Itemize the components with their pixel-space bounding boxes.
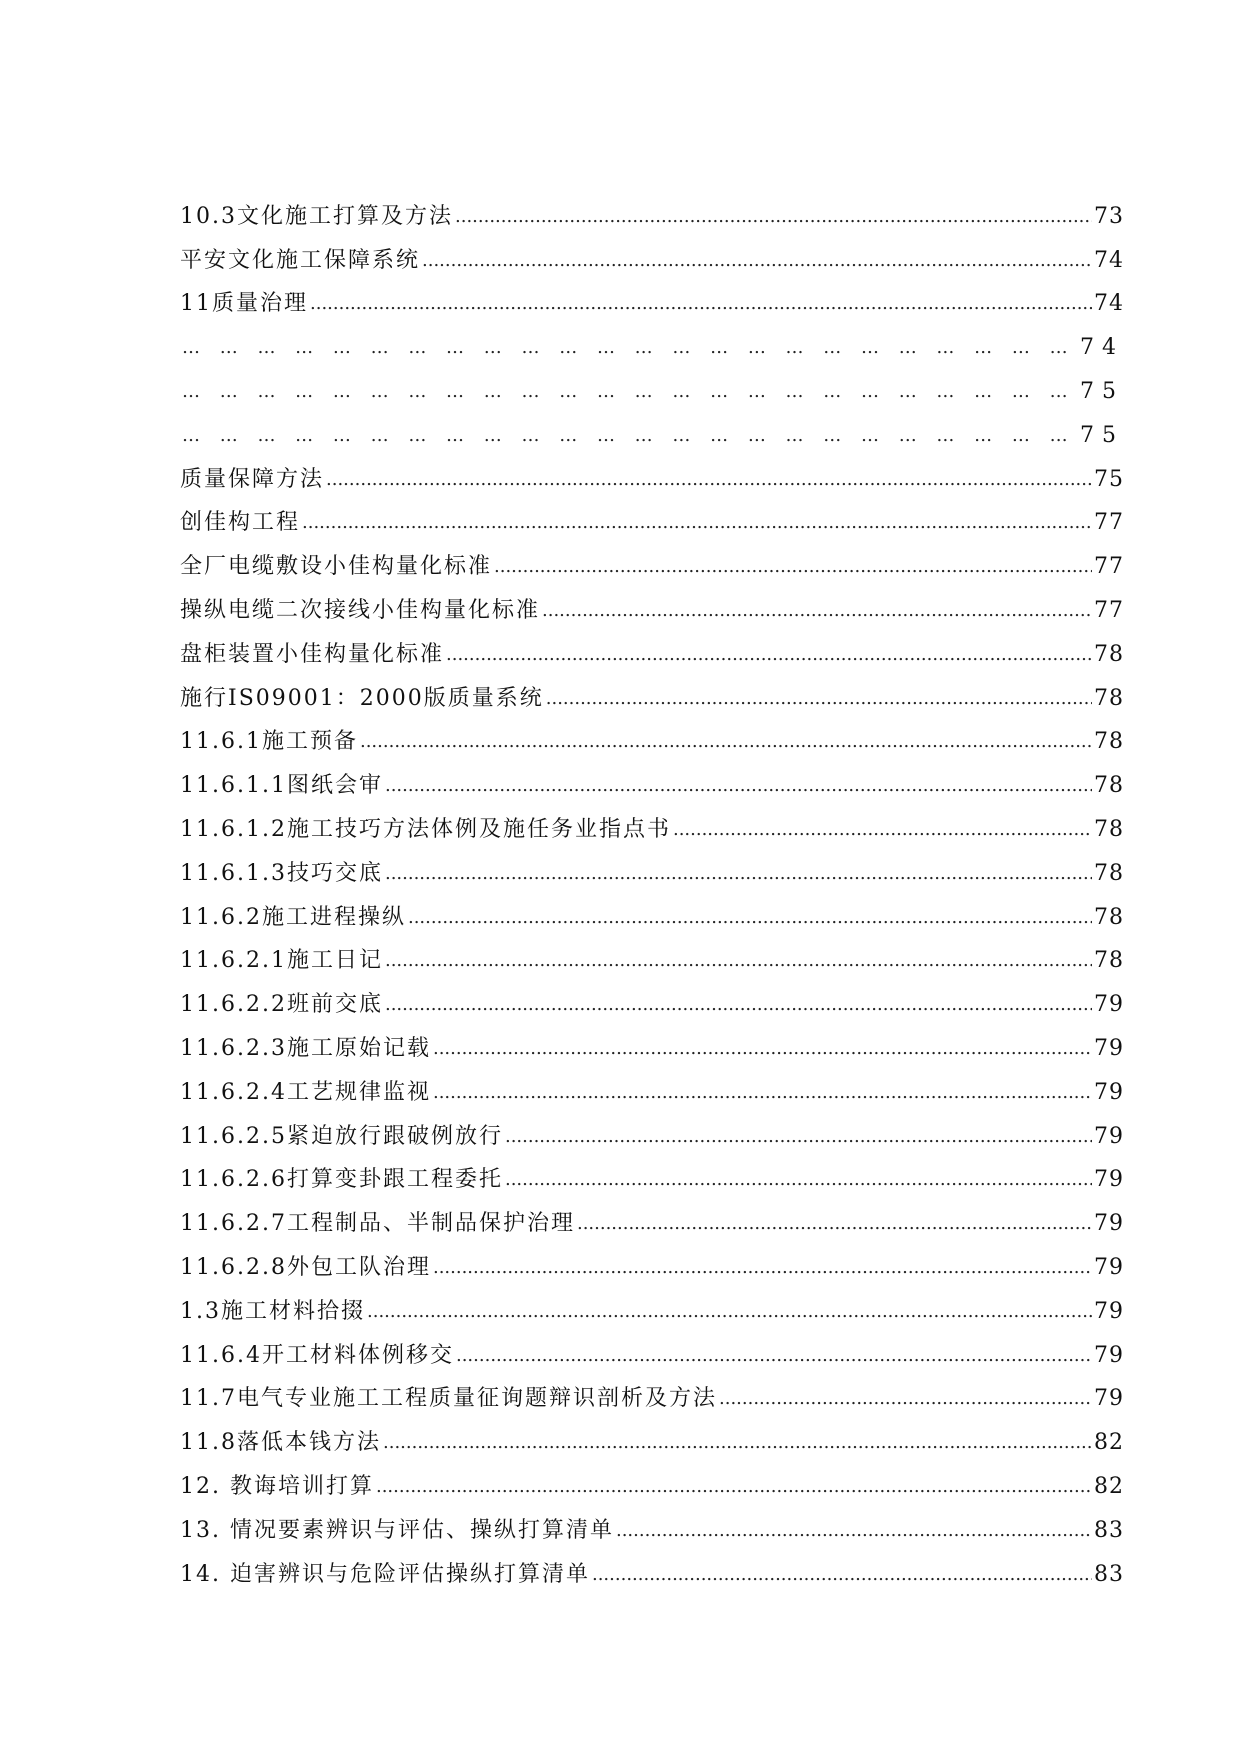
toc-entry-title: 全厂电缆敷设小佳构量化标准	[180, 554, 493, 580]
toc-leader-dots	[385, 990, 1092, 1020]
toc-entry	[180, 232, 1124, 276]
toc-entry	[180, 757, 1124, 801]
toc-leader-ellipsis	[182, 333, 1078, 363]
toc-entry	[180, 188, 1124, 232]
toc-entry	[180, 1152, 1124, 1196]
toc-entry-title: 11.6.2.3施工原始记载	[180, 1035, 431, 1061]
toc-entry-title: 11.6.2.1施工日记	[180, 948, 383, 974]
toc-entry	[180, 889, 1124, 933]
toc-entry	[180, 1283, 1124, 1327]
toc-leader-dots	[494, 552, 1092, 582]
toc-entry-title: 创佳构工程	[180, 510, 301, 536]
toc-entry	[180, 1546, 1124, 1590]
toc-entry	[180, 1239, 1124, 1283]
toc-entry-title: 施行IS09001：2000版质量系统	[180, 685, 544, 711]
toc-leader-dots	[505, 1122, 1092, 1152]
toc-entry-page: 78	[1094, 729, 1124, 755]
toc-entry	[180, 714, 1124, 758]
toc-leader-dots	[326, 465, 1092, 495]
toc-entry-title: 13. 情况要素辨识与评估、操纵打算清单	[180, 1517, 614, 1543]
toc-entry	[180, 1502, 1124, 1546]
table-of-contents	[180, 188, 1124, 1590]
toc-leader-dots	[592, 1560, 1092, 1590]
toc-entry	[180, 1458, 1124, 1502]
toc-entry-page: 77	[1094, 554, 1124, 580]
toc-leader-dots	[385, 946, 1092, 976]
toc-entry	[180, 845, 1124, 889]
toc-entry	[180, 363, 1124, 407]
toc-entry-page: 74	[1080, 335, 1124, 361]
toc-entry	[180, 1195, 1124, 1239]
toc-entry-page: 79	[1094, 1079, 1124, 1105]
toc-entry-page: 75	[1080, 422, 1124, 448]
toc-leader-dots	[383, 1428, 1092, 1458]
toc-entry-title: 质量保障方法	[180, 466, 325, 492]
toc-entry	[180, 451, 1124, 495]
toc-leader-dots	[360, 727, 1092, 757]
toc-leader-dots	[408, 903, 1092, 933]
toc-entry	[180, 1064, 1124, 1108]
toc-entry-page: 78	[1094, 685, 1124, 711]
toc-entry-title: 1.3施工材料拾掇	[180, 1298, 365, 1324]
toc-leader-dots	[376, 1472, 1092, 1502]
toc-entry-page: 78	[1094, 816, 1124, 842]
toc-leader-dots	[577, 1209, 1092, 1239]
toc-entry	[180, 1108, 1124, 1152]
toc-entry	[180, 407, 1124, 451]
toc-leader-dots	[433, 1253, 1092, 1283]
toc-entry	[180, 626, 1124, 670]
toc-leader-dots	[719, 1384, 1092, 1414]
toc-entry	[180, 1020, 1124, 1064]
toc-leader-dots	[385, 771, 1092, 801]
toc-entry-page: 74	[1094, 247, 1124, 273]
toc-leader-dots	[455, 202, 1092, 232]
toc-leader-dots	[673, 815, 1092, 845]
toc-entry	[180, 1371, 1124, 1415]
toc-leader-dots	[367, 1297, 1092, 1327]
toc-entry-page: 79	[1094, 1123, 1124, 1149]
toc-entry-page: 79	[1094, 1254, 1124, 1280]
toc-leader-dots	[542, 596, 1092, 626]
toc-entry-title: 11.6.2.5紧迫放行跟破例放行	[180, 1123, 503, 1149]
toc-entry-page: 74	[1094, 291, 1124, 317]
toc-entry	[180, 670, 1124, 714]
toc-entry-page: 79	[1094, 1035, 1124, 1061]
toc-entry	[180, 495, 1124, 539]
toc-entry-title: 11.6.2施工进程操纵	[180, 904, 406, 930]
toc-entry-title: 11.6.2.7工程制品、半制品保护治理	[180, 1211, 575, 1237]
toc-entry	[180, 319, 1124, 363]
toc-entry-title: 11.6.2.6打算变卦跟工程委托	[180, 1167, 503, 1193]
toc-entry-title: 11.6.4开工材料体例移交	[180, 1342, 454, 1368]
toc-entry-page: 83	[1094, 1561, 1124, 1587]
toc-leader-dots	[616, 1516, 1092, 1546]
toc-entry-page: 75	[1080, 378, 1124, 404]
toc-leader-dots	[422, 246, 1092, 276]
toc-entry-page: 82	[1094, 1430, 1124, 1456]
toc-entry-page: 78	[1094, 904, 1124, 930]
toc-entry-title: 11.6.2.8外包工队治理	[180, 1254, 431, 1280]
toc-entry-page: 83	[1094, 1517, 1124, 1543]
toc-leader-dots	[302, 508, 1092, 538]
toc-entry	[180, 582, 1124, 626]
toc-entry-page: 78	[1094, 773, 1124, 799]
toc-leader-dots	[446, 640, 1092, 670]
toc-entry-page: 77	[1094, 510, 1124, 536]
toc-entry	[180, 976, 1124, 1020]
toc-leader-dots	[505, 1165, 1092, 1195]
toc-leader-ellipsis	[182, 421, 1078, 451]
toc-entry-title: 11.6.1.3技巧交底	[180, 860, 383, 886]
toc-leader-dots	[385, 859, 1092, 889]
toc-leader-dots	[433, 1078, 1092, 1108]
toc-entry	[180, 1327, 1124, 1371]
toc-leader-dots	[546, 684, 1092, 714]
toc-entry-page: 79	[1094, 1167, 1124, 1193]
toc-entry-title: 11.8落低本钱方法	[180, 1430, 381, 1456]
toc-entry-page: 79	[1094, 1211, 1124, 1237]
toc-entry-page: 79	[1094, 1342, 1124, 1368]
toc-entry-title: 14. 迫害辨识与危险评估操纵打算清单	[180, 1561, 590, 1587]
toc-entry-title: 11.6.1.2施工技巧方法体例及施任务业指点书	[180, 816, 671, 842]
toc-leader-dots	[456, 1341, 1092, 1371]
toc-entry	[180, 933, 1124, 977]
toc-entry-page: 77	[1094, 597, 1124, 623]
toc-entry-title: 12. 教诲培训打算	[180, 1473, 374, 1499]
toc-entry-title: 平安文化施工保障系统	[180, 247, 421, 273]
toc-entry-title: 11.6.1施工预备	[180, 729, 358, 755]
toc-leader-dots	[433, 1034, 1092, 1064]
toc-entry-title: 11.6.2.4工艺规律监视	[180, 1079, 431, 1105]
toc-leader-ellipsis	[182, 377, 1078, 407]
toc-entry	[180, 801, 1124, 845]
toc-entry-title: 10.3文化施工打算及方法	[180, 203, 453, 229]
toc-leader-dots	[310, 289, 1092, 319]
toc-entry-page: 79	[1094, 1386, 1124, 1412]
toc-entry	[180, 1414, 1124, 1458]
toc-entry-page: 73	[1094, 203, 1124, 229]
toc-entry-title: 盘柜装置小佳构量化标准	[180, 641, 445, 667]
toc-entry-title: 11.6.2.2班前交底	[180, 992, 383, 1018]
toc-entry-title: 11质量治理	[180, 291, 308, 317]
toc-entry	[180, 276, 1124, 320]
toc-entry-page: 78	[1094, 641, 1124, 667]
toc-entry-title: 11.7电气专业施工工程质量征询题辩识剖析及方法	[180, 1386, 717, 1412]
toc-entry-title: 11.6.1.1图纸会审	[180, 773, 383, 799]
toc-entry-page: 79	[1094, 992, 1124, 1018]
toc-entry	[180, 538, 1124, 582]
toc-entry-title: 操纵电缆二次接线小佳构量化标准	[180, 597, 541, 623]
toc-entry-page: 78	[1094, 860, 1124, 886]
toc-entry-page: 78	[1094, 948, 1124, 974]
toc-entry-page: 79	[1094, 1298, 1124, 1324]
toc-entry-page: 82	[1094, 1473, 1124, 1499]
toc-entry-page: 75	[1094, 466, 1124, 492]
